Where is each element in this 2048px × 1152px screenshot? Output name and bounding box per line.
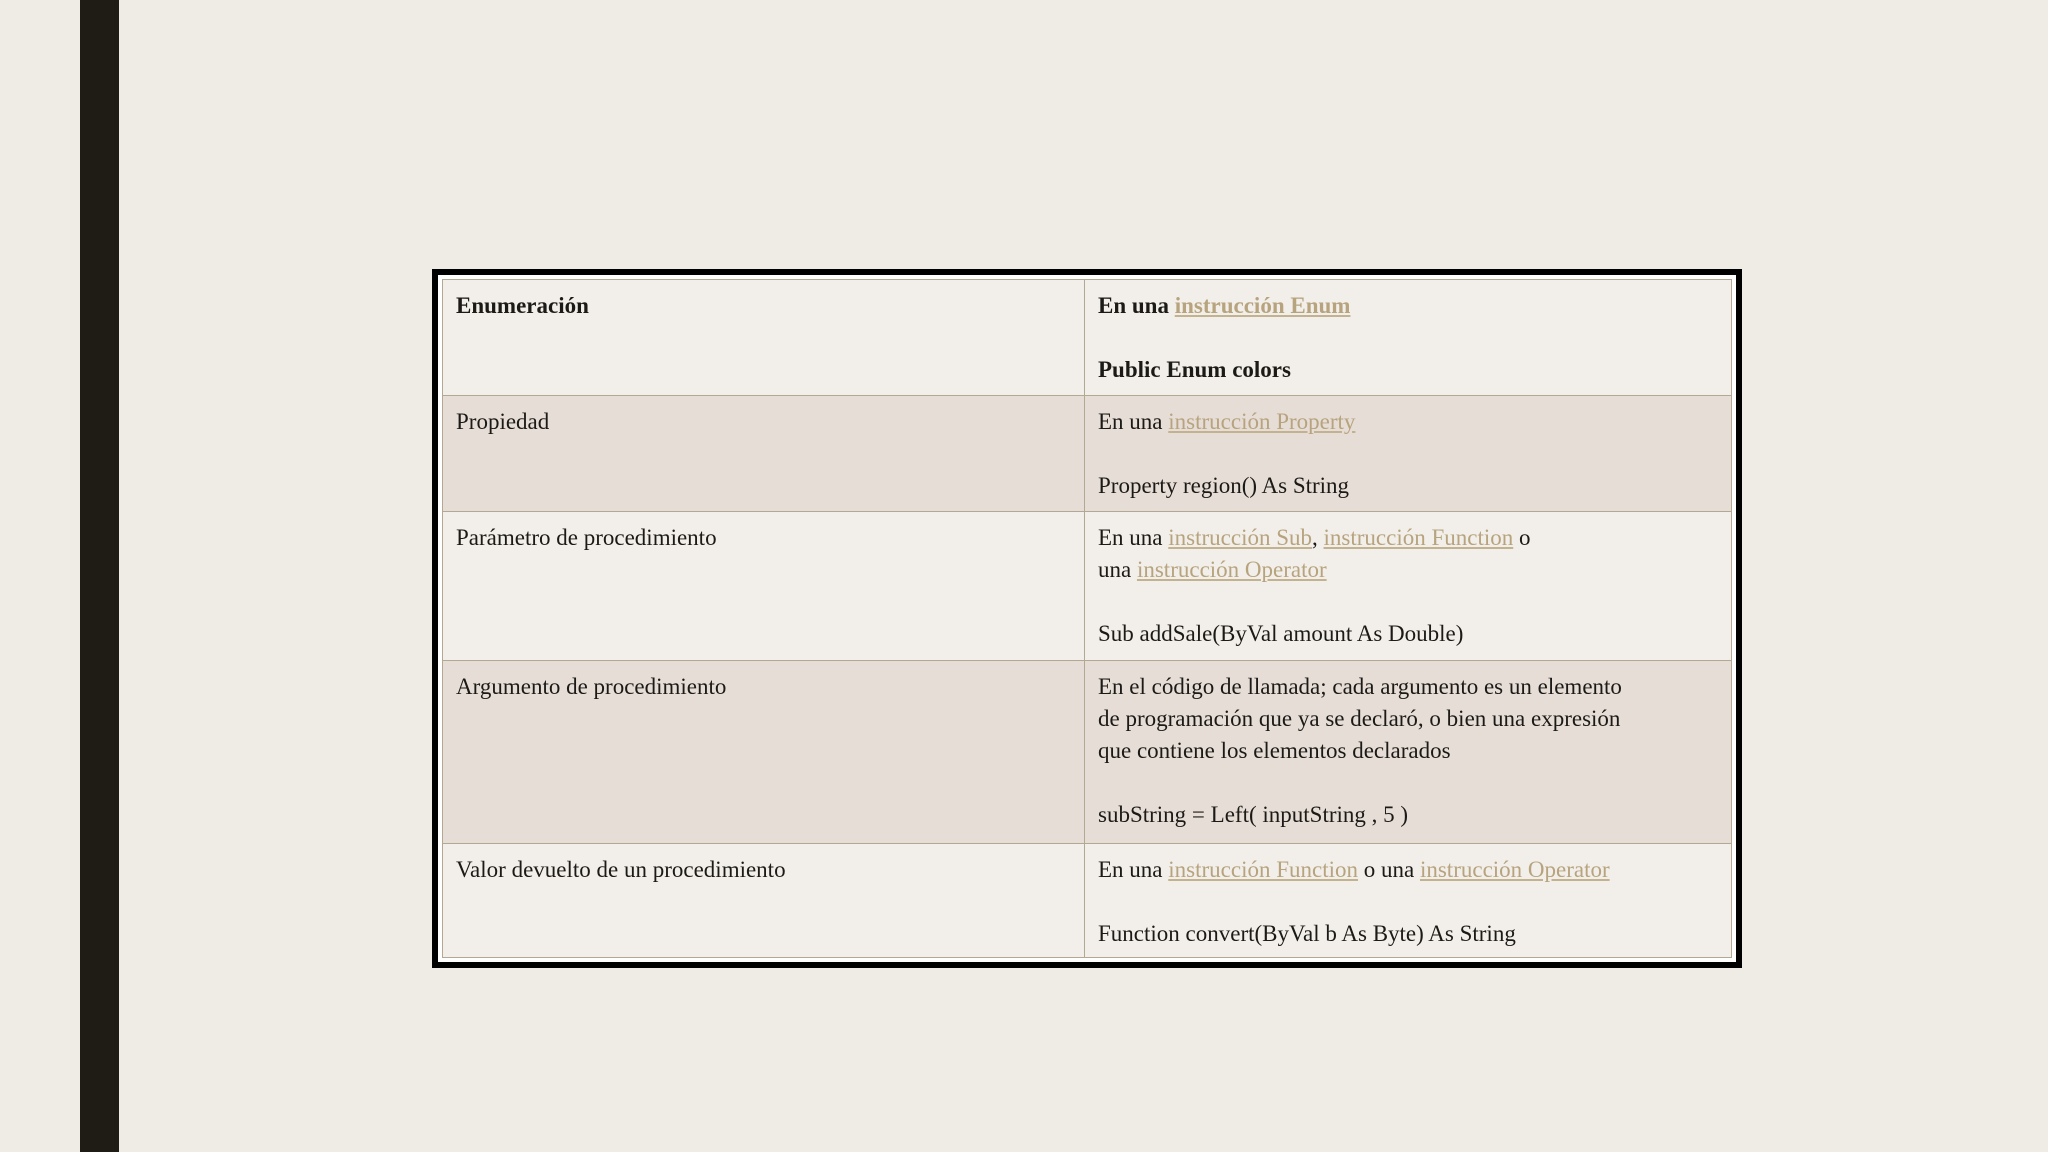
instruccion-property-link[interactable]: instrucción Property — [1168, 408, 1356, 434]
table-row — [443, 512, 1732, 661]
spacer — [1098, 767, 1718, 799]
element-label: Argumento de procedimiento — [456, 673, 727, 699]
element-cell — [443, 660, 1085, 844]
declaration-line: de programación que ya se declaró, o bien una expresión — [1098, 705, 1621, 731]
instruccion-operator-link[interactable]: instrucción Operator — [1136, 557, 1327, 582]
table-inner — [438, 275, 1736, 962]
element-cell — [443, 844, 1085, 958]
declaration-line: En el código de llamada; cada argumento es un elemento — [1098, 673, 1622, 699]
instruccion-operator-link[interactable]: instrucción Operator — [1419, 857, 1610, 883]
declaration-text: una — [1098, 557, 1137, 582]
declaration-cell — [1085, 844, 1732, 958]
element-label: Parámetro de procedimiento — [456, 525, 717, 550]
left-accent-bar — [80, 0, 119, 1152]
table-row — [443, 280, 1732, 396]
declaration-text: En una — [1098, 525, 1169, 550]
table-row — [443, 395, 1732, 512]
element-label: Propiedad — [456, 408, 550, 434]
spacer — [1098, 322, 1718, 354]
element-cell — [443, 512, 1085, 661]
declaration-text: En una — [1098, 408, 1169, 434]
declaration-cell — [1085, 280, 1732, 396]
declaration-line — [1098, 406, 1718, 438]
declaration-line: que contiene los elementos declarados — [1098, 737, 1451, 763]
declaration-line — [1098, 554, 1718, 586]
declaration-cell — [1085, 395, 1732, 512]
declaration-text: , — [1312, 525, 1324, 550]
table-row — [443, 660, 1732, 844]
table-frame — [432, 269, 1742, 968]
declaration-text: En una — [1098, 293, 1175, 318]
declaration-cell — [1085, 660, 1732, 844]
declaration-line — [1098, 854, 1718, 886]
table-row — [443, 844, 1732, 958]
declaration-cell — [1085, 512, 1732, 661]
declaration-text: o una — [1358, 857, 1420, 883]
example-code: subString = Left( inputString , 5 ) — [1098, 801, 1409, 827]
element-cell — [443, 280, 1085, 396]
declaration-text: En una — [1098, 857, 1169, 883]
declaration-line — [1098, 522, 1718, 554]
declaration-line — [1098, 290, 1718, 322]
declaration-table — [442, 279, 1732, 958]
element-label: Enumeración — [456, 293, 589, 318]
example-code: Function convert(ByVal b As Byte) As String — [1098, 921, 1516, 947]
element-label: Valor devuelto de un procedimiento — [456, 857, 786, 883]
instruccion-enum-link[interactable]: instrucción Enum — [1174, 293, 1351, 318]
spacer — [1098, 886, 1718, 918]
spacer — [1098, 586, 1718, 618]
example-code: Property region() As String — [1098, 472, 1350, 498]
spacer — [1098, 438, 1718, 470]
example-code: Sub addSale(ByVal amount As Double) — [1098, 621, 1464, 646]
declaration-text: o — [1513, 525, 1531, 550]
element-cell — [443, 395, 1085, 512]
instruccion-function-link[interactable]: instrucción Function — [1168, 857, 1358, 883]
instruccion-sub-link[interactable]: instrucción Sub — [1168, 525, 1313, 550]
example-code: Public Enum colors — [1098, 357, 1291, 382]
instruccion-function-link[interactable]: instrucción Function — [1323, 525, 1514, 550]
